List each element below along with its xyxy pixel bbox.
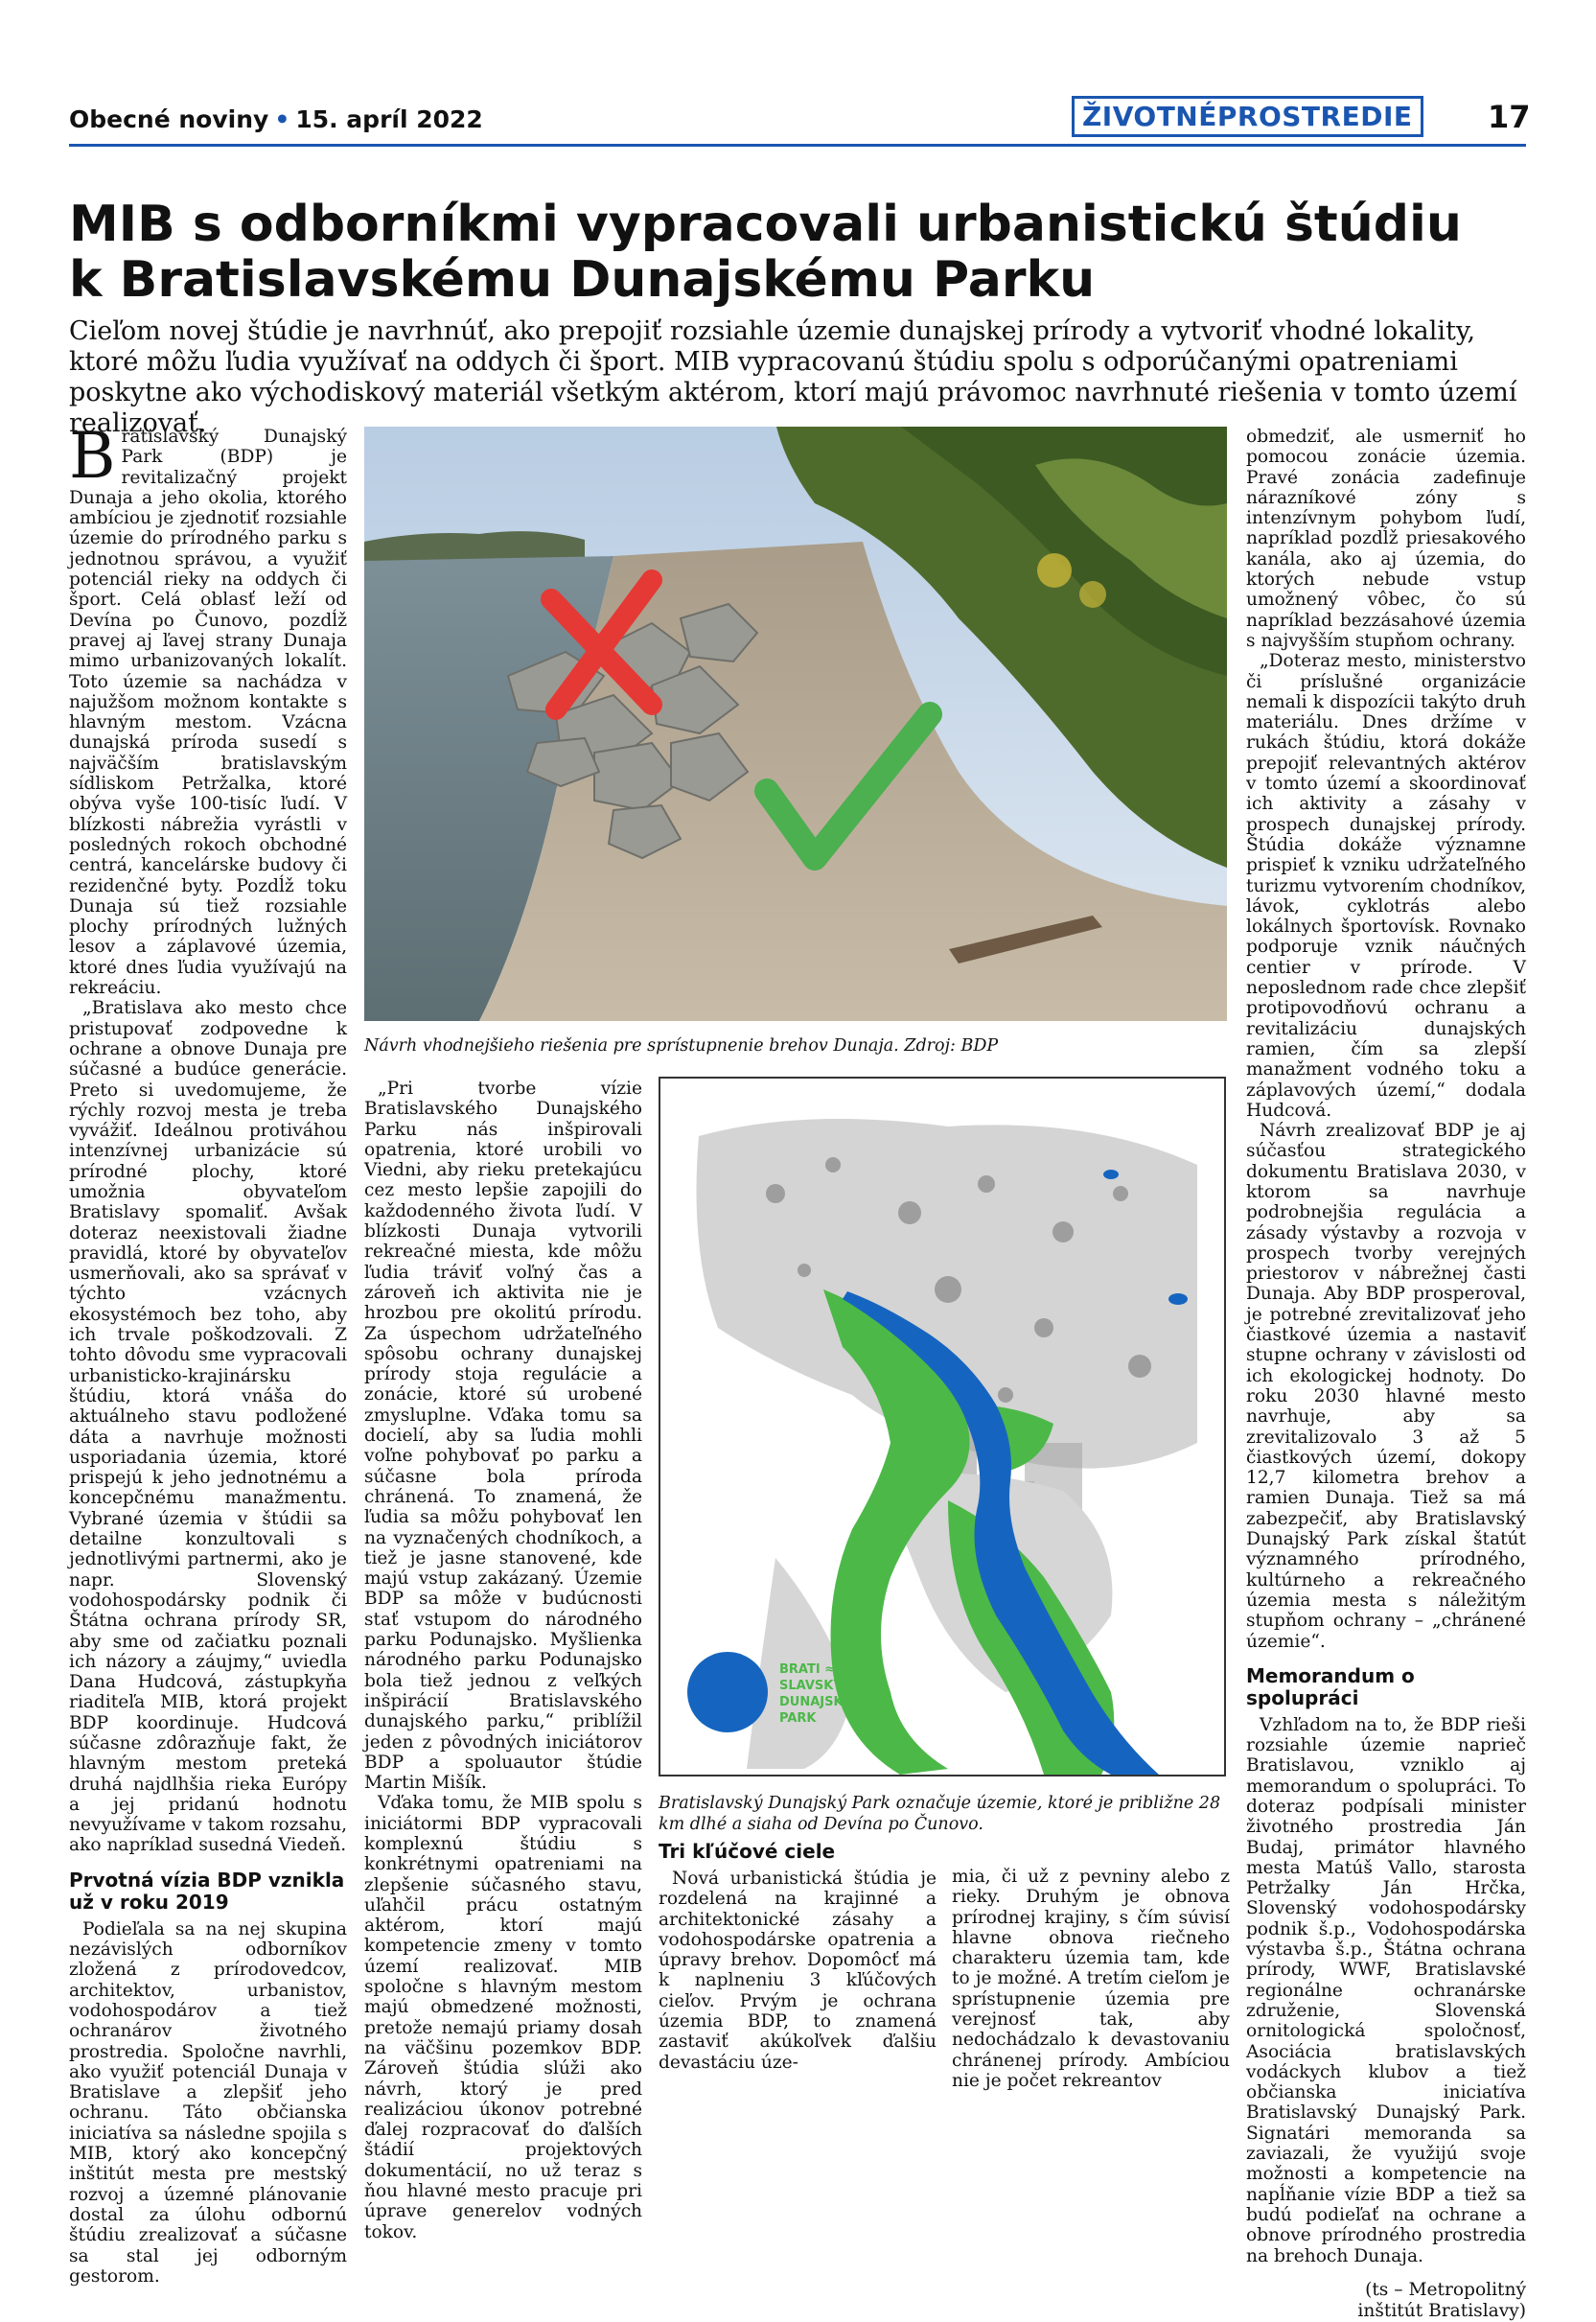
col2-paragraph-1: „Pri tvorbe vízie Bratislavského Dunajského Parku nás inšpirovali opatrenia, ktoré urobili vo Viedni, aby rieku pretekajúcu cez mesto lepšie zapojili do každodenného života ľudí. V blízkosti Dunaja vytvorili rekreačné miesta, kde môžu ľudia tráviť voľný čas a zároveň ich aktivita nie je hrozbou pre okolitú prírodu. Za úspechom udržateľného spôsobu ochrany dunajskej prírody stoja regulácie a zonácie, ktoré sú urobené zmysluplne. Vďaka tomu sa docielí, aby sa ľudia mohli voľne pohybovať po parku a súčasne bola príroda chránená. To znamená, že ľudia sa môžu pohybovať len na vyznačených chodníkoch, a tiež je jasne stanovené, kde majú vstup zakázaný. Územie BDP sa môže v budúcnosti stať vstupom do národného parku Podunajsko. Myšlienka národného parku Podunajsko bola tiež jednou z veľkých inšpirácií Bratislavského dunajského parku,“ priblížil jeden z pôvodných iniciátorov BDP a spoluautor štúdie Martin Mišík. xyxy=(364,1079,642,1794)
column-5 xyxy=(1246,427,1526,2322)
column-3 xyxy=(659,1841,937,2073)
col1-paragraph-3: Podieľala sa na nej skupina nezávislých odborníkov zložená z prírodovedcov, architektov, urbanistov, vodohospodárov a tiež ochranárov životného prostredia. Spoločne navrhli, ako využiť potenciál Dunaja v Bratislave a zlepšiť jeho ochranu. Táto občianska iniciatíva sa následne spojila s MIB, ktorý ako koncepčný inštitút mesta pre mestský rozvoj a územné plánovanie dostal za úlohu odbornú štúdiu zrealizovať a súčasne sa stal jej odborným gestorom. xyxy=(69,1918,347,2287)
park-map-illustration xyxy=(660,1079,1224,1775)
park-logo-line-3: DUNAJSKÝ xyxy=(779,1695,852,1709)
column-2 xyxy=(364,1079,642,2242)
photo-caption: Návrh vhodnejšieho riešenia pre sprístupnenie brehov Dunaja. Zdroj: BDP xyxy=(364,1036,999,1056)
col4-paragraph-1: mia, či už z pevniny alebo z rieky. Druhým je obnova prírodnej krajiny, s čím súvisí hlavne obnova riečneho charakteru územia tam, kde to je možné. A tretím cieľom je sprístupnenie územia pre verejnosť tak, aby nedochádzalo k devastovaniu chránenej prírody. Ambíciou nie je počet rekreantov xyxy=(952,1867,1230,2091)
title-line-1: MIB s odborníkmi vypracovali urbanistickú štúdiu xyxy=(69,196,1462,253)
paper-name: Obecné noviny xyxy=(69,105,269,133)
article-title xyxy=(69,197,1545,308)
column-1 xyxy=(69,419,347,2287)
section-label: ŽIVOTNÉPROSTREDIE xyxy=(1072,96,1423,137)
issue-date: 15. apríl 2022 xyxy=(295,105,483,133)
drop-cap: B xyxy=(69,419,116,493)
col1-subheading: Prvotná vízia BDP vznikla už v roku 2019 xyxy=(69,1868,345,1914)
col1-paragraph-2: „Bratislava ako mesto chce pristupovať zodpovedne k ochrane a obnove Dunaja pre súčasné a budúce generácie. Preto si uvedomujeme, že rýchly rozvoj mesta je treba vyvážiť. Ideálnou protiváhou intenzívnej urbanizácie sú prírodné plochy, ktoré umožnia obyvateľom Bratislavy spomaliť. Avšak doteraz neexistovali žiadne pravidlá, ktoré by obyvateľov usmerňovali, ako sa správať v týchto vzácnych ekosystémoch bez toho, aby ich trvale poškodzovali. Z tohto dôvodu sme vypracovali urbanisticko-krajinársku štúdiu, ktorá vnáša do aktuálneho stavu podložené dáta a navrhuje možnosti usporiadania územia, ktoré prispejú k jeho jednotnému a koncepčnému manažmentu. Vybrané územia v štúdii sa detailne konzultovali s jednotlivými partnermi, ako je napr. Slovenský vodohospodársky podnik či Štátna ochrana prírody SR, aby sme od začiatku poznali ich názory a záujmy,“ uviedla Dana Hudcová, zástupkyňa riaditeľa MIB, ktorá projekt BDP koordinuje. Hudcová súčasne zdôrazňuje fakt, že hlavným mestom preteká druhá najdlhšia rieka Európy a jej pridanú hodnotu nevyužívame v takom rozsahu, ako napríklad susedná Viedeň. xyxy=(69,998,347,1856)
page-number: 17 xyxy=(1488,99,1531,135)
park-logo-line-4: PARK xyxy=(779,1711,817,1726)
col5-paragraph-1: obmedziť, ale usmerniť ho pomocou zonácie územia. Pravé zonácia zadefinuje nárazníkové zóny s intenzívnym pohybom ľudí, napríklad pozdĺž priesakového kanála, ako aj územia, do ktorých nebude vstup umožnený vôbec, čo sú napríklad bezzásahové územia s najvyšším stupňom ochrany. xyxy=(1246,427,1526,651)
col5-subheading: Memorandum o spolupráci xyxy=(1246,1663,1415,1709)
col2-paragraph-2: Vďaka tomu, že MIB spolu s iniciátormi BDP vypracovali komplexnú štúdiu s konkrétnymi opatreniami na zlepšenie súčasného stavu, uľahčil prácu ostatným aktérom, ktorí majú kompetencie zmeny v tomto území realizovať. MIB spoločne s hlavným mestom majú obmedzené možnosti, pretože nemajú priamy dosah na väčšinu pozemkov BDP. Zároveň štúdia slúži ako návrh, ktorý je pred realizáciou úkonov potrebné ďalej rozpracovať do ďalších štádií projektových dokumentácií, no už teraz s ňou hlavné mesto pracuje pri úprave generelov vodných tokov. xyxy=(364,1793,642,2242)
separator-dot: • xyxy=(274,105,290,133)
col5-paragraph-2: „Doteraz mesto, ministerstvo či príslušné organizácie nemali k dispozícii takýto druh materiálu. Dnes držíme v rukách štúdiu, ktorá dokáže prepojiť relevantných aktérov v tomto území a skoordinovať ich aktivity a zásahy v prospech dunajskej prírody. Štúdia dokáže významne prispieť k vzniku udržateľného turizmu vytvorením chodníkov, lávok, cyklotrás alebo lokálnych športovísk. Rovnako podporuje vznik náučných centier v prírode. V neposlednom rade chce zlepšiť protipovodňovú ochranu a revitalizáciu dunajských ramien, čím sa zlepší manažment vodného toku a záplavových území,“ dodala Hudcová. xyxy=(1246,651,1526,1121)
map-caption: Bratislavský Dunajský Park označuje územie, ktoré je približne 28 km dlhé a siaha od Devína po Čunovo. xyxy=(659,1794,1221,1834)
title-line-2: k Bratislavskému Dunajskému Parku xyxy=(69,251,1096,309)
park-logo-circle xyxy=(687,1652,768,1732)
col5-paragraph-3: Návrh zrealizovať BDP je aj súčasťou strategického dokumentu Bratislava 2030, v ktorom sa navrhuje podrobnejšia regulácia a zásady výstavby a rozvoja v prospech tvorby verejných priestorov v nábrežnej časti Dunaja. Aby BDP prosperoval, je potrebné zrevitalizovať jeho čiastkové územia a nastaviť stupne ochrany v závislosti od ich ekologickej hodnoty. Do roku 2030 hlavné mesto navrhuje, aby sa zrevitalizovalo 3 až 5 čiastkových území, dokopy 12,7 kilometra brehov a ramien Dunaja. Tiež sa má zabezpečiť, aby Bratislavský Dunajský Park získal štatút významného prírodného, kultúrneho a rekreačného územia mesta s náležitým stupňom ochrany – „chránené územie“. xyxy=(1246,1121,1526,1652)
riverbank-illustration xyxy=(364,427,1227,1021)
article-lead: Cieľom novej štúdie je navrhnúť, ako prepojiť rozsiahle územie dunajskej prírody a vytvoriť vhodné lokality, ktoré môžu ľudia využívať na oddych či šport. MIB vypracovanú štúdiu spolu s odporúčanými opatreniami poskytne ako východiskový materiál všetkým aktérom, ktorí majú právomoc navrhnuté riešenia v tomto území realizovať. xyxy=(69,316,1517,438)
author-signature: (ts – Metropolitný inštitút Bratislavy) xyxy=(1357,2279,1526,2321)
column-4 xyxy=(952,1867,1230,2091)
park-logo-line-1: BRATI ≈ xyxy=(779,1662,836,1677)
col3-subheading: Tri kľúčové ciele xyxy=(659,1840,836,1863)
col3-paragraph-1: Nová urbanistická štúdia je rozdelená na krajinné a architektonické zásahy a vodohospodárske opatrenia a úpravy brehov. Dopomôcť má k naplneniu 3 kľúčových cieľov. Prvým je ochrana územia BDP, to znamená zastaviť akúkoľvek ďalšiu devastáciu úze- xyxy=(659,1869,937,2073)
park-map xyxy=(659,1077,1226,1776)
header-rule xyxy=(69,144,1526,147)
park-logo-line-2: SLAVSKÝ xyxy=(779,1679,843,1693)
masthead xyxy=(69,105,483,133)
col1-paragraph-1: ratislavský Dunajský Park (BDP) je revitalizačný projekt Dunaja a jeho okolia, ktorého ambíciou je zjednotiť rozsiahle územie do prírodného parku s jednotnou správou, a využiť potenciál rieky na oddych či šport. Celá oblasť leží od Devína po Čunovo, pozdĺž pravej aj ľavej strany Dunaja mimo urbanizovaných lokalít. Toto územie sa nachádza v najužšom možnom kontakte s hlavným mestom. Vzácna dunajská príroda susedí s najväčším bratislavským sídliskom Petržalka, ktoré obýva vyše 100-tisíc ľudí. V blízkosti nábrežia vyrástli v posledných rokoch obchodné centrá, kancelárske budovy či rezidenčné byty. Pozdĺž toku Dunaja sú tiež rozsiahle plochy prírodných lužných lesov a záplavové územia, ktoré dnes ľudia využívajú na rekreáciu. xyxy=(69,427,347,999)
col5-paragraph-4: Vzhľadom na to, že BDP rieši rozsiahle územie naprieč Bratislavou, vzniklo aj memorandum o spolupráci. To doteraz podpísali minister životného prostredia Ján Budaj, primátor hlavného mesta Matúš Vallo, starosta Petržalky Ján Hrčka, Slovenský vodohospodársky podnik š.p., Vodohospodárska výstavba š.p., Štátna ochrana prírody, WWF, Bratislavské regionálne ochranárske združenie, Slovenská ornitologická spoločnosť, Asociácia bratislavských vodáckych klubov a tiež občianska iniciatíva Bratislavský Dunajský Park. Signatári memoranda sa zaviazali, že využijú svoje možnosti a kompetencie na napĺňanie vízie BDP a tiež sa budú podieľať na ochrane a obnove prírodného prostredia na brehoch Dunaja. xyxy=(1246,1714,1526,2266)
riverbank-photo xyxy=(364,427,1227,1021)
